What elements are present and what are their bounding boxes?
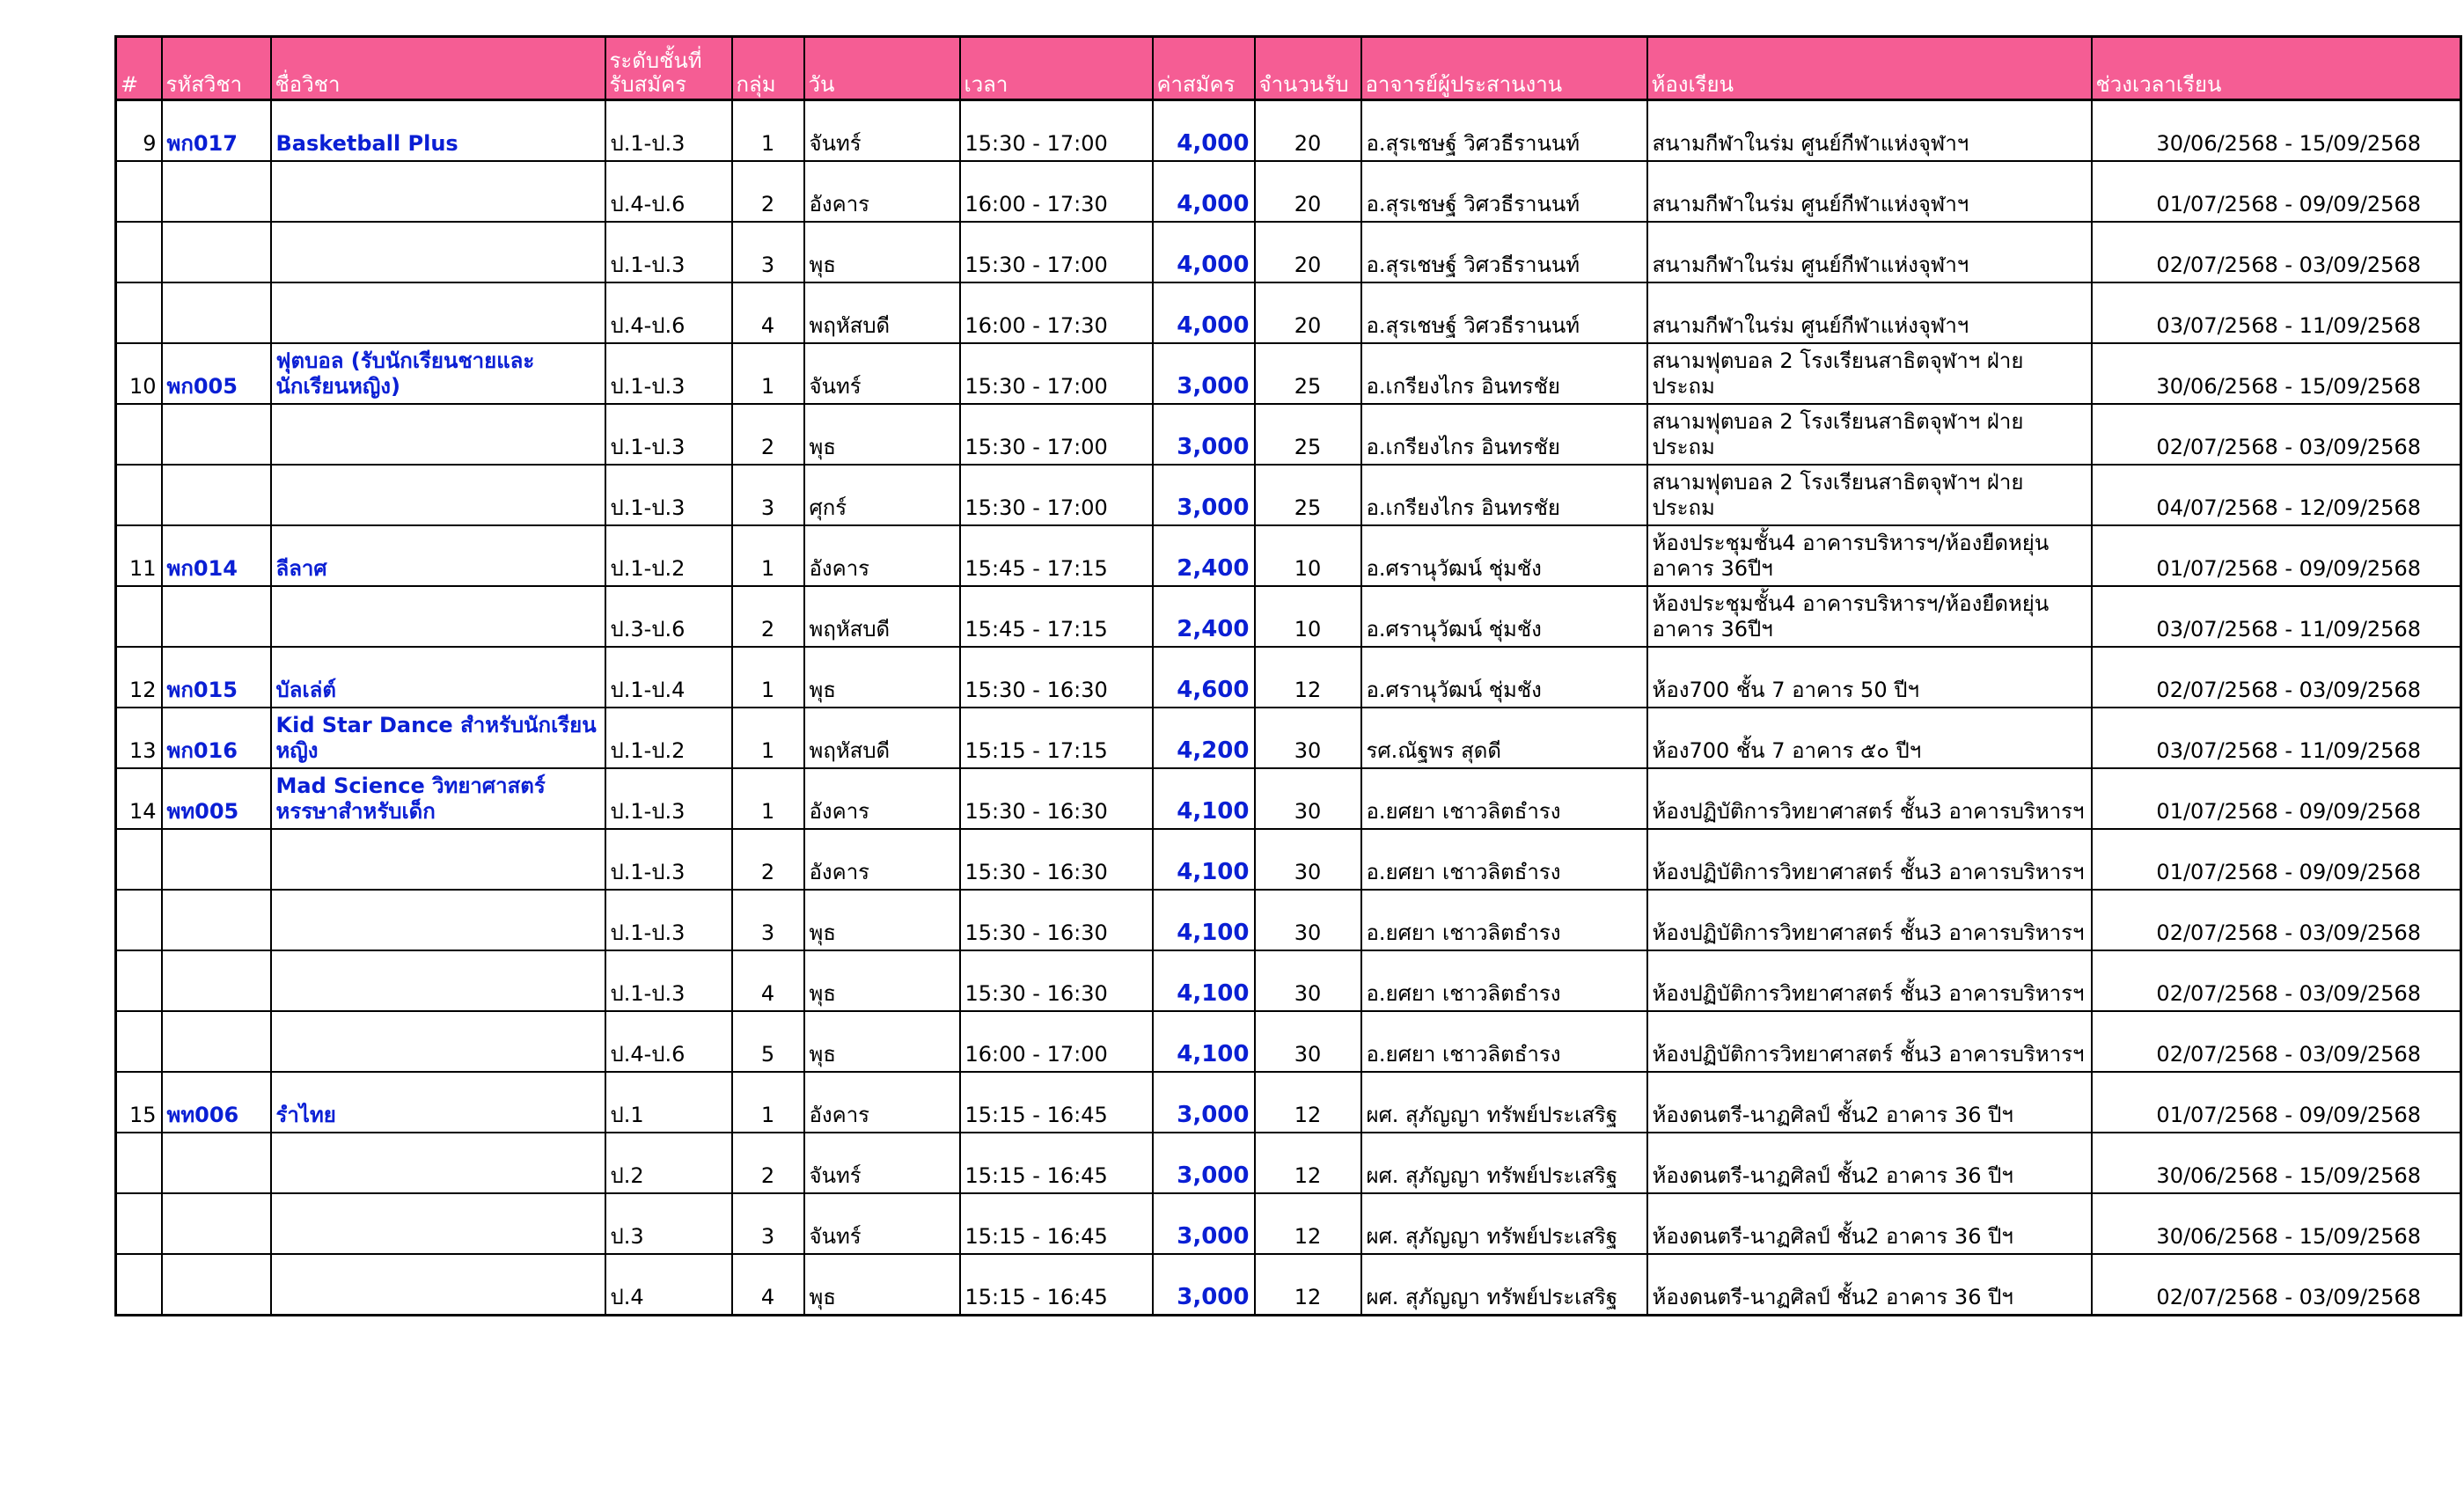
table-row	[116, 1072, 2461, 1133]
table-row	[116, 829, 2461, 890]
cell-fee: 3,000	[1153, 465, 1255, 525]
cell-time: 16:00 - 17:30	[960, 161, 1153, 222]
table-row	[116, 708, 2461, 768]
header-course-code: รหัสวิชา	[162, 37, 271, 100]
cell-grade-level: ป.1-ป.3	[605, 222, 732, 282]
cell-room: ห้องประชุมชั้น4 อาคารบริหารฯ/ห้องยืดหยุ่น อาคาร 36ปีฯ	[1647, 586, 2092, 647]
table-row	[116, 100, 2461, 162]
cell-course-code	[162, 282, 271, 343]
cell-grade-level: ป.1-ป.3	[605, 343, 732, 404]
cell-period: 02/07/2568 - 03/09/2568	[2092, 647, 2461, 708]
cell-room: สนามกีฬาในร่ม ศูนย์กีฬาแห่งจุฬาฯ	[1647, 282, 2092, 343]
cell-grade-level: ป.1-ป.3	[605, 465, 732, 525]
cell-time: 15:15 - 16:45	[960, 1133, 1153, 1193]
cell-grade-level: ป.3-ป.6	[605, 586, 732, 647]
cell-grade-level: ป.1-ป.3	[605, 768, 732, 829]
cell-room: ห้องดนตรี-นาฏศิลป์ ชั้น2 อาคาร 36 ปีฯ	[1647, 1133, 2092, 1193]
cell-grade-level: ป.3	[605, 1193, 732, 1254]
cell-time: 15:15 - 17:15	[960, 708, 1153, 768]
cell-number	[116, 465, 162, 525]
header-course-name: ชื่อวิชา	[271, 37, 605, 100]
cell-group: 2	[732, 586, 804, 647]
cell-day: พฤหัสบดี	[804, 586, 960, 647]
cell-room: ห้องดนตรี-นาฏศิลป์ ชั้น2 อาคาร 36 ปีฯ	[1647, 1072, 2092, 1133]
table-row	[116, 282, 2461, 343]
cell-teacher: อ.ยศยา เชาวลิตธำรง	[1361, 890, 1647, 950]
cell-teacher: ผศ. สุภัญญา ทรัพย์ประเสริฐ	[1361, 1193, 1647, 1254]
cell-fee: 4,100	[1153, 950, 1255, 1011]
cell-fee: 4,000	[1153, 222, 1255, 282]
cell-seats: 10	[1255, 586, 1361, 647]
table-row	[116, 161, 2461, 222]
table-row	[116, 768, 2461, 829]
cell-seats: 25	[1255, 404, 1361, 465]
course-table	[114, 35, 2462, 1316]
cell-teacher: อ.ยศยา เชาวลิตธำรง	[1361, 768, 1647, 829]
cell-course-code: พก015	[162, 647, 271, 708]
cell-fee: 4,100	[1153, 829, 1255, 890]
cell-course-code: พก014	[162, 525, 271, 586]
header-time: เวลา	[960, 37, 1153, 100]
cell-time: 15:15 - 16:45	[960, 1072, 1153, 1133]
cell-number	[116, 829, 162, 890]
table-row	[116, 647, 2461, 708]
cell-group: 1	[732, 100, 804, 162]
cell-time: 15:30 - 16:30	[960, 647, 1153, 708]
cell-grade-level: ป.4-ป.6	[605, 282, 732, 343]
cell-course-name: ลีลาศ	[271, 525, 605, 586]
cell-group: 1	[732, 1072, 804, 1133]
cell-room: ห้อง700 ชั้น 7 อาคาร ๕๐ ปีฯ	[1647, 708, 2092, 768]
cell-fee: 4,100	[1153, 890, 1255, 950]
cell-day: จันทร์	[804, 1193, 960, 1254]
cell-course-name	[271, 950, 605, 1011]
cell-fee: 3,000	[1153, 1133, 1255, 1193]
cell-group: 1	[732, 708, 804, 768]
cell-teacher: อ.ศรานุวัฒน์ ชุ่มชัง	[1361, 525, 1647, 586]
table-row	[116, 222, 2461, 282]
cell-fee: 2,400	[1153, 525, 1255, 586]
cell-time: 15:30 - 16:30	[960, 829, 1153, 890]
cell-time: 15:30 - 17:00	[960, 404, 1153, 465]
cell-period: 02/07/2568 - 03/09/2568	[2092, 404, 2461, 465]
cell-course-name: Mad Science วิทยาศาสตร์หรรษาสำหรับเด็ก	[271, 768, 605, 829]
cell-period: 01/07/2568 - 09/09/2568	[2092, 161, 2461, 222]
cell-course-name: Kid Star Dance สำหรับนักเรียนหญิง	[271, 708, 605, 768]
cell-course-name	[271, 890, 605, 950]
cell-teacher: รศ.ณัฐพร สุดดี	[1361, 708, 1647, 768]
cell-number	[116, 222, 162, 282]
cell-course-name	[271, 222, 605, 282]
cell-course-code	[162, 890, 271, 950]
cell-seats: 12	[1255, 1072, 1361, 1133]
cell-period: 02/07/2568 - 03/09/2568	[2092, 890, 2461, 950]
cell-time: 15:30 - 16:30	[960, 950, 1153, 1011]
cell-fee: 4,000	[1153, 100, 1255, 162]
cell-day: พุธ	[804, 890, 960, 950]
cell-period: 30/06/2568 - 15/09/2568	[2092, 343, 2461, 404]
cell-fee: 4,200	[1153, 708, 1255, 768]
cell-day: พุธ	[804, 647, 960, 708]
cell-group: 2	[732, 404, 804, 465]
cell-seats: 30	[1255, 1011, 1361, 1072]
cell-time: 15:15 - 16:45	[960, 1254, 1153, 1316]
cell-room: สนามกีฬาในร่ม ศูนย์กีฬาแห่งจุฬาฯ	[1647, 222, 2092, 282]
cell-teacher: อ.เกรียงไกร อินทรชัย	[1361, 465, 1647, 525]
cell-room: ห้องดนตรี-นาฏศิลป์ ชั้น2 อาคาร 36 ปีฯ	[1647, 1193, 2092, 1254]
table-row	[116, 890, 2461, 950]
cell-teacher: ผศ. สุภัญญา ทรัพย์ประเสริฐ	[1361, 1133, 1647, 1193]
cell-fee: 3,000	[1153, 1072, 1255, 1133]
cell-grade-level: ป.4-ป.6	[605, 161, 732, 222]
cell-number: 11	[116, 525, 162, 586]
cell-day: พุธ	[804, 1254, 960, 1316]
cell-seats: 30	[1255, 768, 1361, 829]
cell-room: สนามกีฬาในร่ม ศูนย์กีฬาแห่งจุฬาฯ	[1647, 161, 2092, 222]
cell-course-name: Basketball Plus	[271, 100, 605, 162]
table-row	[116, 343, 2461, 404]
cell-seats: 25	[1255, 343, 1361, 404]
cell-number	[116, 950, 162, 1011]
cell-fee: 2,400	[1153, 586, 1255, 647]
cell-teacher: ผศ. สุภัญญา ทรัพย์ประเสริฐ	[1361, 1072, 1647, 1133]
cell-course-code: พก017	[162, 100, 271, 162]
cell-course-name	[271, 586, 605, 647]
table-row	[116, 950, 2461, 1011]
cell-group: 3	[732, 465, 804, 525]
cell-teacher: อ.ศรานุวัฒน์ ชุ่มชัง	[1361, 586, 1647, 647]
cell-seats: 30	[1255, 829, 1361, 890]
cell-number	[116, 890, 162, 950]
cell-room: ห้อง700 ชั้น 7 อาคาร 50 ปีฯ	[1647, 647, 2092, 708]
cell-time: 15:15 - 16:45	[960, 1193, 1153, 1254]
cell-course-code	[162, 829, 271, 890]
cell-course-code: พก005	[162, 343, 271, 404]
header-row	[116, 37, 2461, 100]
header-number: #	[116, 37, 162, 100]
cell-group: 5	[732, 1011, 804, 1072]
cell-group: 4	[732, 282, 804, 343]
cell-room: สนามกีฬาในร่ม ศูนย์กีฬาแห่งจุฬาฯ	[1647, 100, 2092, 162]
cell-day: ศุกร์	[804, 465, 960, 525]
cell-time: 15:30 - 17:00	[960, 100, 1153, 162]
cell-teacher: อ.สุรเชษฐ์ วิศวธีรานนท์	[1361, 161, 1647, 222]
table-row	[116, 404, 2461, 465]
cell-time: 16:00 - 17:30	[960, 282, 1153, 343]
cell-fee: 4,100	[1153, 1011, 1255, 1072]
cell-number	[116, 161, 162, 222]
cell-time: 16:00 - 17:00	[960, 1011, 1153, 1072]
course-schedule-sheet	[114, 35, 2462, 1316]
cell-course-code	[162, 1011, 271, 1072]
cell-day: จันทร์	[804, 1133, 960, 1193]
cell-group: 3	[732, 1193, 804, 1254]
cell-number	[116, 1254, 162, 1316]
cell-grade-level: ป.1-ป.4	[605, 647, 732, 708]
cell-course-code	[162, 586, 271, 647]
cell-room: ห้องปฏิบัติการวิทยาศาสตร์ ชั้น3 อาคารบริหารฯ	[1647, 950, 2092, 1011]
cell-course-code: พท005	[162, 768, 271, 829]
cell-number: 15	[116, 1072, 162, 1133]
cell-day: พุธ	[804, 950, 960, 1011]
cell-room: ห้องประชุมชั้น4 อาคารบริหารฯ/ห้องยืดหยุ่น อาคาร 36ปีฯ	[1647, 525, 2092, 586]
cell-course-code	[162, 222, 271, 282]
cell-number	[116, 1011, 162, 1072]
cell-time: 15:30 - 16:30	[960, 768, 1153, 829]
cell-group: 2	[732, 829, 804, 890]
cell-fee: 3,000	[1153, 343, 1255, 404]
cell-day: อังคาร	[804, 525, 960, 586]
cell-fee: 4,600	[1153, 647, 1255, 708]
cell-room: ห้องปฏิบัติการวิทยาศาสตร์ ชั้น3 อาคารบริหารฯ	[1647, 1011, 2092, 1072]
cell-course-name	[271, 282, 605, 343]
cell-group: 1	[732, 343, 804, 404]
cell-period: 01/07/2568 - 09/09/2568	[2092, 768, 2461, 829]
cell-room: ห้องปฏิบัติการวิทยาศาสตร์ ชั้น3 อาคารบริหารฯ	[1647, 829, 2092, 890]
header-group: กลุ่ม	[732, 37, 804, 100]
cell-group: 3	[732, 890, 804, 950]
cell-course-name	[271, 829, 605, 890]
cell-group: 1	[732, 768, 804, 829]
cell-group: 3	[732, 222, 804, 282]
cell-course-name: บัลเล่ต์	[271, 647, 605, 708]
cell-grade-level: ป.2	[605, 1133, 732, 1193]
cell-grade-level: ป.1-ป.3	[605, 404, 732, 465]
cell-number	[116, 1133, 162, 1193]
cell-teacher: อ.ศรานุวัฒน์ ชุ่มชัง	[1361, 647, 1647, 708]
header-period: ช่วงเวลาเรียน	[2092, 37, 2461, 100]
cell-fee: 3,000	[1153, 1193, 1255, 1254]
cell-grade-level: ป.1-ป.3	[605, 890, 732, 950]
cell-course-name	[271, 1193, 605, 1254]
cell-day: อังคาร	[804, 161, 960, 222]
cell-period: 01/07/2568 - 09/09/2568	[2092, 829, 2461, 890]
cell-fee: 3,000	[1153, 404, 1255, 465]
table-row	[116, 1254, 2461, 1316]
cell-day: จันทร์	[804, 343, 960, 404]
cell-period: 02/07/2568 - 03/09/2568	[2092, 950, 2461, 1011]
cell-teacher: อ.ยศยา เชาวลิตธำรง	[1361, 1011, 1647, 1072]
header-room: ห้องเรียน	[1647, 37, 2092, 100]
cell-room: สนามฟุตบอล 2 โรงเรียนสาธิตจุฬาฯ ฝ่ายประถม	[1647, 343, 2092, 404]
cell-group: 4	[732, 950, 804, 1011]
header-grade-level: ระดับชั้นที่ รับสมัคร	[605, 37, 732, 100]
cell-course-name: รำไทย	[271, 1072, 605, 1133]
header-teacher: อาจารย์ผู้ประสานงาน	[1361, 37, 1647, 100]
cell-room: ห้องดนตรี-นาฏศิลป์ ชั้น2 อาคาร 36 ปีฯ	[1647, 1254, 2092, 1316]
table-row	[116, 586, 2461, 647]
table-row	[116, 1133, 2461, 1193]
cell-group: 1	[732, 647, 804, 708]
cell-course-name	[271, 1133, 605, 1193]
cell-grade-level: ป.1	[605, 1072, 732, 1133]
cell-seats: 20	[1255, 161, 1361, 222]
cell-time: 15:30 - 17:00	[960, 222, 1153, 282]
cell-course-code	[162, 161, 271, 222]
cell-period: 01/07/2568 - 09/09/2568	[2092, 1072, 2461, 1133]
cell-fee: 4,000	[1153, 282, 1255, 343]
cell-period: 30/06/2568 - 15/09/2568	[2092, 100, 2461, 162]
cell-day: อังคาร	[804, 768, 960, 829]
cell-seats: 20	[1255, 100, 1361, 162]
cell-grade-level: ป.1-ป.3	[605, 829, 732, 890]
cell-grade-level: ป.4	[605, 1254, 732, 1316]
cell-teacher: อ.เกรียงไกร อินทรชัย	[1361, 343, 1647, 404]
cell-seats: 20	[1255, 282, 1361, 343]
cell-course-name	[271, 465, 605, 525]
cell-day: พุธ	[804, 404, 960, 465]
cell-grade-level: ป.4-ป.6	[605, 1011, 732, 1072]
cell-period: 04/07/2568 - 12/09/2568	[2092, 465, 2461, 525]
cell-day: อังคาร	[804, 1072, 960, 1133]
table-row	[116, 465, 2461, 525]
cell-seats: 10	[1255, 525, 1361, 586]
cell-group: 2	[732, 161, 804, 222]
cell-course-name	[271, 404, 605, 465]
cell-course-name: ฟุตบอล (รับนักเรียนชายและนักเรียนหญิง)	[271, 343, 605, 404]
cell-number	[116, 404, 162, 465]
cell-course-name	[271, 161, 605, 222]
cell-time: 15:30 - 17:00	[960, 465, 1153, 525]
cell-grade-level: ป.1-ป.2	[605, 708, 732, 768]
cell-fee: 4,000	[1153, 161, 1255, 222]
cell-seats: 30	[1255, 950, 1361, 1011]
header-fee: ค่าสมัคร	[1153, 37, 1255, 100]
cell-teacher: อ.ยศยา เชาวลิตธำรง	[1361, 950, 1647, 1011]
cell-period: 02/07/2568 - 03/09/2568	[2092, 1254, 2461, 1316]
cell-group: 2	[732, 1133, 804, 1193]
cell-period: 03/07/2568 - 11/09/2568	[2092, 586, 2461, 647]
cell-number: 10	[116, 343, 162, 404]
cell-seats: 12	[1255, 1193, 1361, 1254]
cell-period: 03/07/2568 - 11/09/2568	[2092, 282, 2461, 343]
table-row	[116, 525, 2461, 586]
table-row	[116, 1193, 2461, 1254]
cell-number: 9	[116, 100, 162, 162]
cell-number	[116, 282, 162, 343]
cell-time: 15:45 - 17:15	[960, 586, 1153, 647]
cell-course-name	[271, 1254, 605, 1316]
cell-room: สนามฟุตบอล 2 โรงเรียนสาธิตจุฬาฯ ฝ่ายประถม	[1647, 465, 2092, 525]
cell-number: 12	[116, 647, 162, 708]
cell-course-code	[162, 1254, 271, 1316]
table-body	[116, 100, 2461, 1316]
cell-course-code	[162, 1193, 271, 1254]
cell-teacher: อ.เกรียงไกร อินทรชัย	[1361, 404, 1647, 465]
cell-course-code: พท006	[162, 1072, 271, 1133]
cell-day: พฤหัสบดี	[804, 282, 960, 343]
cell-day: พุธ	[804, 222, 960, 282]
cell-course-code	[162, 404, 271, 465]
cell-number	[116, 1193, 162, 1254]
cell-fee: 3,000	[1153, 1254, 1255, 1316]
cell-period: 02/07/2568 - 03/09/2568	[2092, 1011, 2461, 1072]
cell-room: ห้องปฏิบัติการวิทยาศาสตร์ ชั้น3 อาคารบริหารฯ	[1647, 768, 2092, 829]
header-seats: จำนวนรับ	[1255, 37, 1361, 100]
cell-period: 30/06/2568 - 15/09/2568	[2092, 1193, 2461, 1254]
cell-seats: 25	[1255, 465, 1361, 525]
cell-group: 4	[732, 1254, 804, 1316]
cell-seats: 20	[1255, 222, 1361, 282]
header-day: วัน	[804, 37, 960, 100]
cell-number	[116, 586, 162, 647]
cell-time: 15:30 - 17:00	[960, 343, 1153, 404]
cell-room: สนามฟุตบอล 2 โรงเรียนสาธิตจุฬาฯ ฝ่ายประถม	[1647, 404, 2092, 465]
cell-group: 1	[732, 525, 804, 586]
cell-course-code: พก016	[162, 708, 271, 768]
cell-grade-level: ป.1-ป.3	[605, 950, 732, 1011]
cell-day: พฤหัสบดี	[804, 708, 960, 768]
cell-teacher: อ.สุรเชษฐ์ วิศวธีรานนท์	[1361, 100, 1647, 162]
cell-fee: 4,100	[1153, 768, 1255, 829]
cell-course-code	[162, 1133, 271, 1193]
cell-seats: 30	[1255, 708, 1361, 768]
cell-teacher: ผศ. สุภัญญา ทรัพย์ประเสริฐ	[1361, 1254, 1647, 1316]
cell-teacher: อ.สุรเชษฐ์ วิศวธีรานนท์	[1361, 282, 1647, 343]
cell-course-code	[162, 950, 271, 1011]
cell-seats: 30	[1255, 890, 1361, 950]
cell-number: 14	[116, 768, 162, 829]
cell-time: 15:45 - 17:15	[960, 525, 1153, 586]
cell-period: 03/07/2568 - 11/09/2568	[2092, 708, 2461, 768]
cell-grade-level: ป.1-ป.2	[605, 525, 732, 586]
cell-day: อังคาร	[804, 829, 960, 890]
cell-seats: 12	[1255, 1254, 1361, 1316]
cell-seats: 12	[1255, 647, 1361, 708]
cell-day: พุธ	[804, 1011, 960, 1072]
cell-day: จันทร์	[804, 100, 960, 162]
cell-period: 02/07/2568 - 03/09/2568	[2092, 222, 2461, 282]
cell-grade-level: ป.1-ป.3	[605, 100, 732, 162]
cell-teacher: อ.สุรเชษฐ์ วิศวธีรานนท์	[1361, 222, 1647, 282]
cell-number: 13	[116, 708, 162, 768]
cell-course-code	[162, 465, 271, 525]
cell-period: 30/06/2568 - 15/09/2568	[2092, 1133, 2461, 1193]
table-row	[116, 1011, 2461, 1072]
cell-teacher: อ.ยศยา เชาวลิตธำรง	[1361, 829, 1647, 890]
cell-period: 01/07/2568 - 09/09/2568	[2092, 525, 2461, 586]
cell-course-name	[271, 1011, 605, 1072]
cell-time: 15:30 - 16:30	[960, 890, 1153, 950]
cell-seats: 12	[1255, 1133, 1361, 1193]
cell-room: ห้องปฏิบัติการวิทยาศาสตร์ ชั้น3 อาคารบริหารฯ	[1647, 890, 2092, 950]
